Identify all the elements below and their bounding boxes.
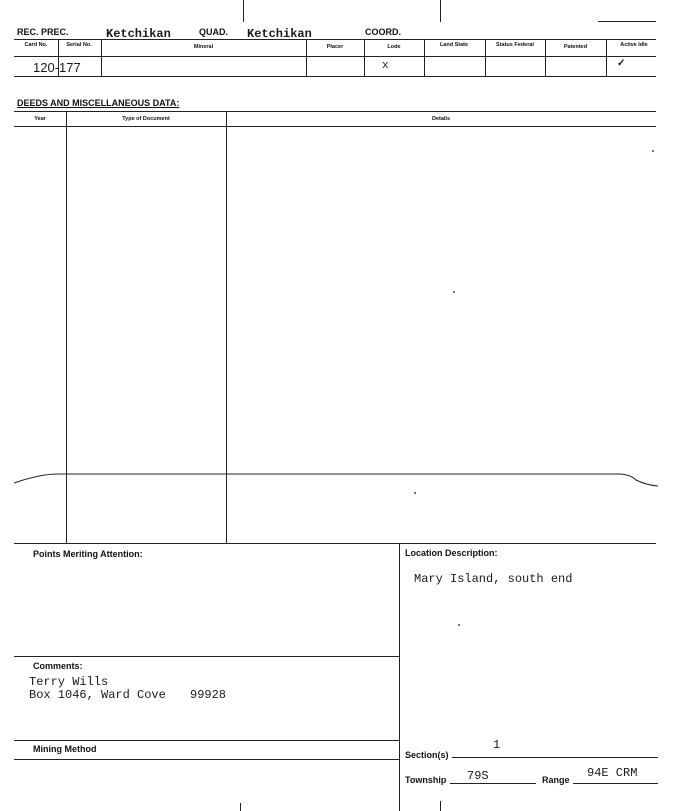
deeds-top-rule <box>14 111 656 112</box>
fold-line <box>0 466 678 496</box>
bottom-mark <box>240 803 241 811</box>
mining-bottom-rule <box>14 759 399 760</box>
col-active-idle: Active Idle <box>620 42 648 48</box>
comments-bottom-rule <box>14 740 399 741</box>
section-value: 1 <box>493 738 501 752</box>
mining-label: Mining Method <box>33 744 97 754</box>
township-label: Township <box>405 775 447 785</box>
col-lode: Lode <box>387 44 401 50</box>
col-land-state: Land State <box>439 42 469 48</box>
deeds-col-details: Details <box>431 116 451 122</box>
col-div-8 <box>606 40 607 76</box>
header-bottom-rule <box>14 76 656 77</box>
quad-value: Ketchikan <box>247 27 312 41</box>
location-text: Mary Island, south end <box>414 572 573 586</box>
range-line <box>573 783 658 784</box>
rec-prec-value: Ketchikan <box>106 27 171 41</box>
section-line <box>452 757 658 758</box>
col-placer: Placer <box>326 44 344 50</box>
col-div-5 <box>424 40 425 76</box>
section-label: Section(s) <box>405 750 449 760</box>
lode-value: x <box>382 60 389 72</box>
comments-line2: Box 1046, Ward Cove <box>29 688 166 702</box>
township-value: 79S <box>467 769 489 783</box>
deeds-bottom-rule <box>14 543 656 544</box>
comments-label: Comments: <box>33 661 83 671</box>
check-mark-icon: ✓ <box>617 58 626 69</box>
col-mineral: Mineral <box>193 44 214 50</box>
speck-1 <box>652 150 654 152</box>
points-bottom-rule <box>14 656 399 657</box>
top-divider-left <box>243 0 244 22</box>
col-serial-no: Serial No. <box>66 42 92 48</box>
quad-label: QUAD. <box>199 27 228 37</box>
header-top-rule <box>14 39 656 40</box>
comments-line1: Terry Wills <box>29 675 109 689</box>
col-card-no: Card No. <box>24 42 48 48</box>
rec-prec-label: REC. PREC. <box>17 27 69 37</box>
col-div-6 <box>485 40 486 76</box>
top-stub-line <box>598 21 656 22</box>
col-status-federal: Status Federal <box>496 42 534 48</box>
lower-center-divider <box>399 544 400 811</box>
points-label: Points Meriting Attention: <box>33 549 143 559</box>
comments-zip: 99928 <box>190 688 227 702</box>
range-label: Range <box>542 775 570 785</box>
col-patented: Patented <box>563 44 588 50</box>
deeds-header-rule <box>14 126 656 127</box>
top-divider-right <box>440 0 441 22</box>
deeds-col-year: Year <box>34 116 46 122</box>
location-label: Location Description: <box>405 548 498 558</box>
header-col-rule <box>14 56 656 57</box>
speck-2 <box>453 291 455 293</box>
coord-label: COORD. <box>365 27 401 37</box>
speck-4 <box>458 624 460 626</box>
township-line <box>450 783 536 784</box>
speck-3 <box>414 492 416 494</box>
bottom-mark-2 <box>440 801 441 811</box>
range-value: 94E CRM <box>587 766 638 780</box>
deeds-col-type: Type of Document <box>122 116 170 122</box>
deeds-title: DEEDS AND MISCELLANEOUS DATA: <box>17 98 180 108</box>
card-no-value: 120-177 <box>33 60 81 75</box>
